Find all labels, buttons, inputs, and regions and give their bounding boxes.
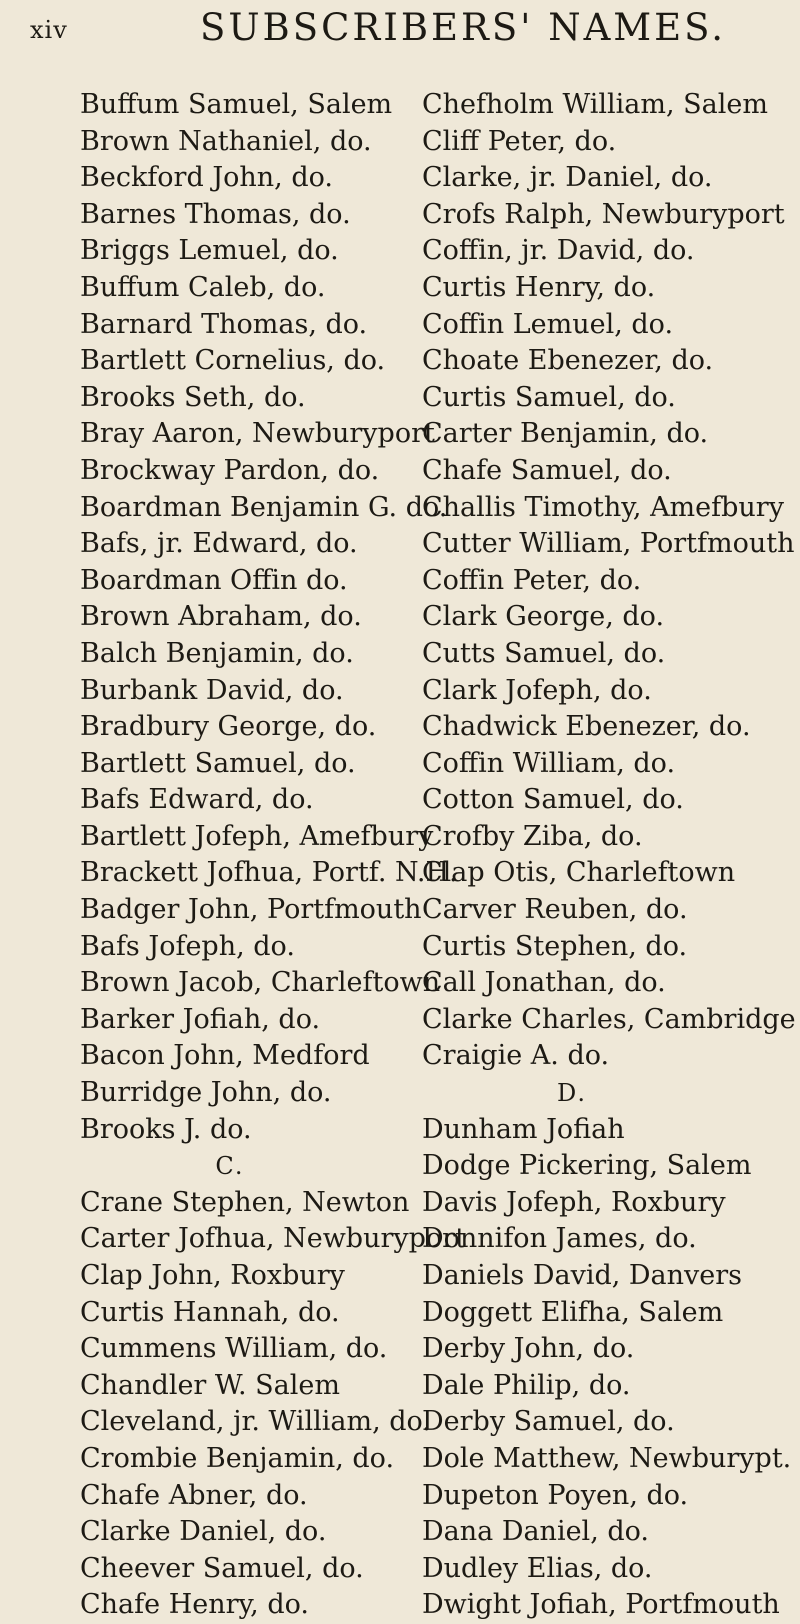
subscriber-entry: Bacon John, Medford <box>80 1040 370 1072</box>
subscriber-entry: Barker Jofiah, do. <box>80 1003 321 1035</box>
subscriber-entry: Briggs Lemuel, do. <box>80 235 339 267</box>
subscriber-entry: Brooks J. do. <box>80 1113 252 1145</box>
subscriber-entry: Cheever Samuel, do. <box>80 1552 364 1584</box>
subscriber-entry: Davis Jofeph, Roxbury <box>422 1186 726 1218</box>
subscriber-entry: Curtis Hannah, do. <box>80 1296 340 1328</box>
subscriber-entry: Challis Timothy, Amefbury <box>422 491 784 523</box>
subscriber-entry: Crane Stephen, Newton <box>80 1186 410 1218</box>
subscriber-entry: Carver Reuben, do. <box>422 894 688 926</box>
subscriber-entry: Chafe Abner, do. <box>80 1479 308 1511</box>
subscriber-entry: Clark Jofeph, do. <box>422 674 652 706</box>
subscriber-entry: Clarke Charles, Cambridge <box>422 1003 796 1035</box>
subscriber-entry: Cutts Samuel, do. <box>422 637 666 669</box>
subscriber-entry: Burbank David, do. <box>80 674 344 706</box>
subscriber-entry: Choate Ebenezer, do. <box>422 345 714 377</box>
subscriber-entry: Brown Nathaniel, do. <box>80 125 372 157</box>
page-header <box>0 6 800 56</box>
subscriber-entry: Coffin William, do. <box>422 747 676 779</box>
subscriber-entry: Cleveland, jr. William, do. <box>80 1406 431 1438</box>
subscriber-entry: Clarke, jr. Daniel, do. <box>422 162 713 194</box>
subscriber-entry: Chandler W. Salem <box>80 1369 340 1401</box>
subscriber-entry: Coffin Peter, do. <box>422 564 642 596</box>
subscriber-entry: Barnard Thomas, do. <box>80 308 368 340</box>
subscriber-entry: Dale Philip, do. <box>422 1369 631 1401</box>
subscriber-entry: Coffin Lemuel, do. <box>422 308 674 340</box>
section-letter: C. <box>215 1152 245 1181</box>
subscriber-entry: Beckford John, do. <box>80 162 333 194</box>
subscriber-entry: Clark George, do. <box>422 601 665 633</box>
subscriber-entry: Brooks Seth, do. <box>80 381 306 413</box>
subscriber-entry: Chafe Samuel, do. <box>422 454 672 486</box>
subscriber-entry: Bafs Jofeph, do. <box>80 930 295 962</box>
subscriber-entry: Brown Jacob, Charleftown <box>80 967 441 999</box>
subscriber-entry: Boardman Benjamin G. do. <box>80 491 448 523</box>
subscriber-entry: Brockway Pardon, do. <box>80 454 380 486</box>
subscriber-entry: Buffum Samuel, Salem <box>80 89 393 120</box>
subscriber-entry: Bartlett Jofeph, Amefbury <box>80 820 434 852</box>
subscriber-entry: Derby John, do. <box>422 1333 635 1365</box>
subscriber-entry: Cliff Peter, do. <box>422 125 617 157</box>
subscriber-entry: Doggett Elifha, Salem <box>422 1296 724 1328</box>
subscriber-entry: Dwight Jofiah, Portfmouth <box>422 1589 780 1621</box>
subscriber-entry: Clarke Daniel, do. <box>80 1516 327 1548</box>
subscriber-entry: Carter Benjamin, do. <box>422 418 709 450</box>
subscriber-entry: Cutter William, Portfmouth <box>422 528 795 560</box>
subscriber-entry: Curtis Stephen, do. <box>422 930 688 962</box>
subscriber-entry: Dupeton Poyen, do. <box>422 1479 689 1511</box>
subscriber-entry: Daniels David, Danvers <box>422 1260 743 1291</box>
subscriber-entry: Chadwick Ebenezer, do. <box>422 711 751 743</box>
subscriber-entry: Buffum Caleb, do. <box>80 271 326 303</box>
subscriber-entry: Carter Jofhua, Newburyport <box>80 1223 466 1255</box>
subscriber-entry: Burridge John, do. <box>80 1077 332 1109</box>
subscriber-entry: Clap John, Roxbury <box>80 1260 345 1291</box>
page-title: SUBSCRIBERS' NAMES. <box>200 6 726 49</box>
subscriber-entry: Dodge Pickering, Salem <box>422 1150 752 1182</box>
subscriber-entry: Brackett Jofhua, Portf. N.H. <box>80 857 458 889</box>
subscriber-entry: Curtis Samuel, do. <box>422 381 676 413</box>
subscriber-entry: Derby Samuel, do. <box>422 1406 675 1438</box>
subscriber-entry: Donnifon James, do. <box>422 1223 697 1255</box>
subscriber-entry: Craigie A. do. <box>422 1040 610 1072</box>
left-column <box>80 87 466 1624</box>
subscriber-entry: Call Jonathan, do. <box>422 967 666 999</box>
subscriber-entry: Coffin, jr. David, do. <box>422 235 695 267</box>
subscriber-entry: Bradbury George, do. <box>80 711 377 743</box>
subscriber-entry: Barnes Thomas, do. <box>80 198 351 230</box>
subscriber-entry: Bafs Edward, do. <box>80 784 314 816</box>
subscriber-entry: Boardman Offin do. <box>80 564 348 596</box>
subscriber-entry: Crofby Ziba, do. <box>422 820 643 852</box>
subscriber-entry: Badger John, Portfmouth <box>80 894 422 926</box>
subscriber-entry: Curtis Henry, do. <box>422 271 656 303</box>
subscriber-entry: Dunham Jofiah <box>422 1113 625 1145</box>
subscriber-entry: Bray Aaron, Newburyport <box>80 418 435 450</box>
subscriber-entry: Brown Abraham, do. <box>80 601 362 633</box>
subscriber-entry: Bartlett Cornelius, do. <box>80 345 386 377</box>
subscriber-entry: Balch Benjamin, do. <box>80 637 354 669</box>
subscriber-entry: Crombie Benjamin, do. <box>80 1442 395 1474</box>
subscriber-entry: Bartlett Samuel, do. <box>80 747 356 779</box>
subscriber-entry: Cotton Samuel, do. <box>422 784 684 816</box>
subscriber-entry: Crofs Ralph, Newburyport <box>422 198 785 230</box>
subscriber-entry: Chafe Henry, do. <box>80 1589 309 1621</box>
subscriber-entry: Cummens William, do. <box>80 1333 388 1365</box>
subscriber-entry: Dudley Elias, do. <box>422 1552 653 1584</box>
right-column <box>422 87 796 1624</box>
subscriber-entry: Chefholm William, Salem <box>422 89 768 120</box>
subscriber-entry: Clap Otis, Charleftown <box>422 857 736 889</box>
subscriber-entry: Dole Matthew, Newburypt. <box>422 1442 792 1474</box>
subscriber-entry: Dana Daniel, do. <box>422 1516 650 1548</box>
subscriber-entry: Bafs, jr. Edward, do. <box>80 528 358 560</box>
section-letter: D. <box>556 1079 587 1108</box>
page-number: xiv <box>30 16 68 44</box>
